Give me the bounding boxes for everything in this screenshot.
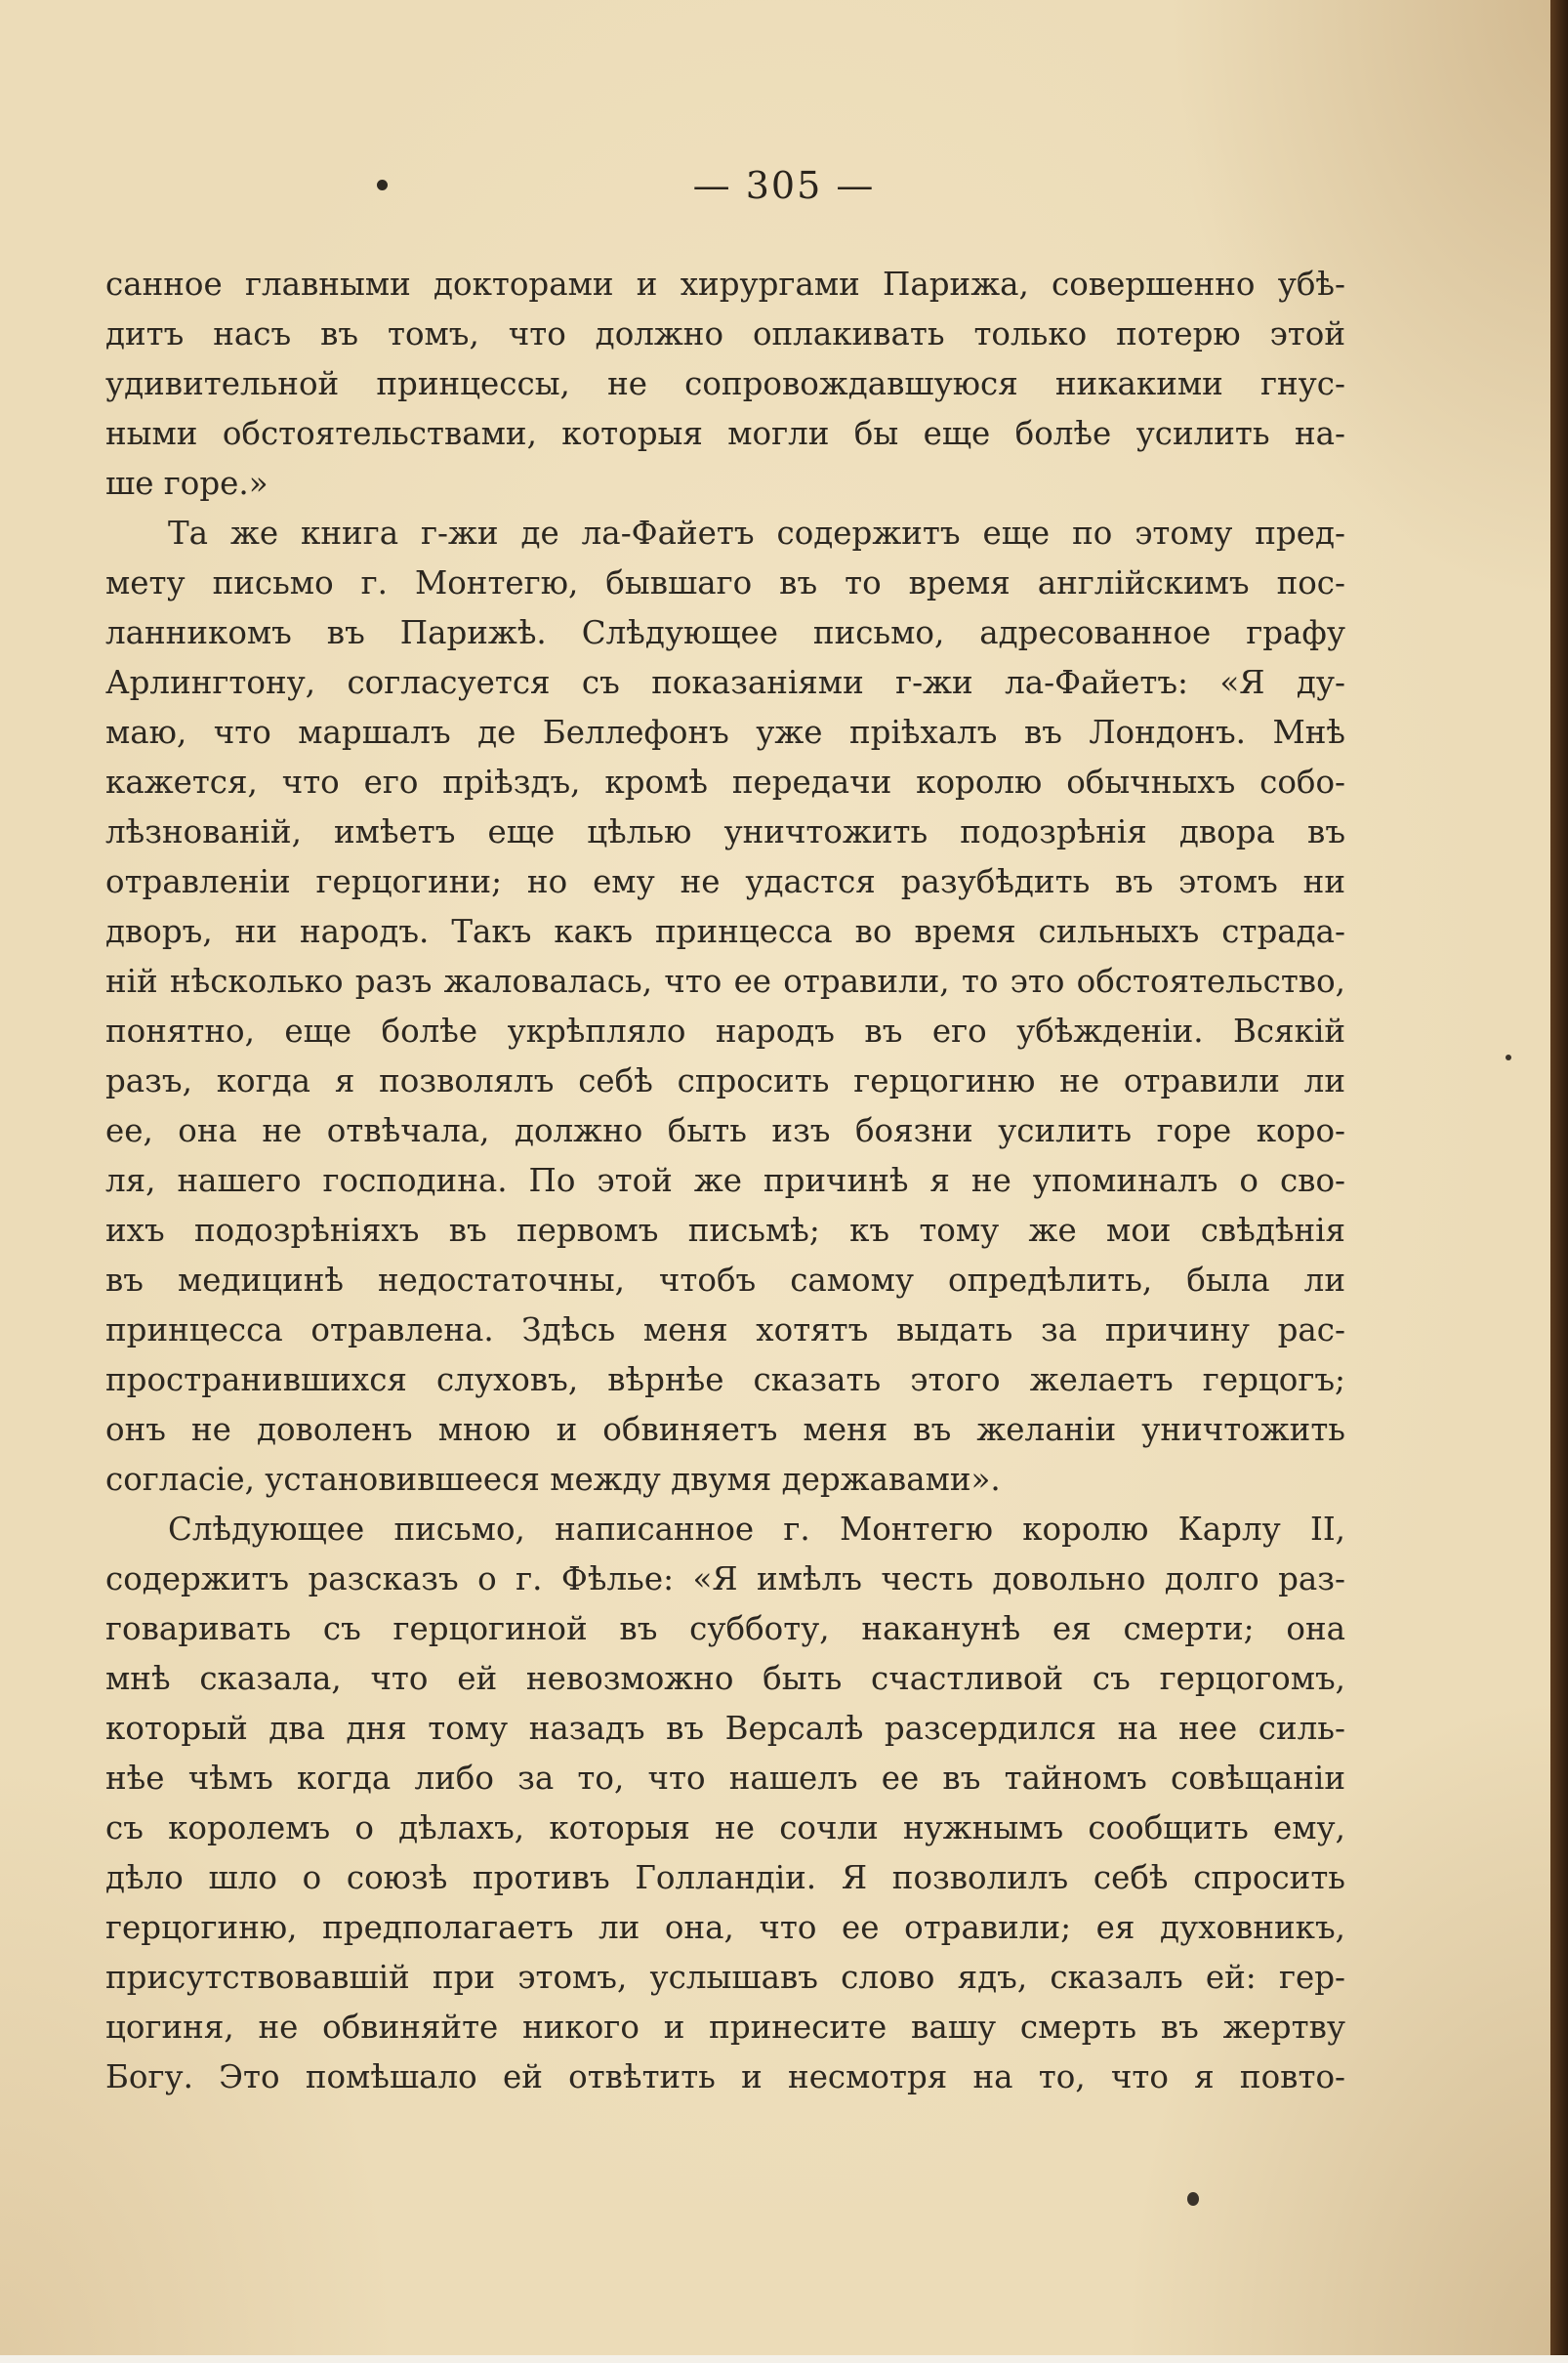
- text-line: ихъ подозрѣніяхъ въ первомъ письмѣ; къ тому же мои свѣдѣнія: [105, 1212, 1345, 1249]
- text-line: кажется, что его пріѣздъ, кромѣ передачи королю обычныхъ собо-: [105, 764, 1345, 801]
- text-line: который два дня тому назадъ въ Версалѣ разсердился на нее силь-: [105, 1710, 1345, 1747]
- text-line: съ королемъ о дѣлахъ, которыя не сочли нужнымъ сообщить ему,: [105, 1809, 1345, 1846]
- text-line: принцесса отравлена. Здѣсь меня хотятъ выдать за причину рас-: [105, 1311, 1345, 1348]
- text-line: маю, что маршалъ де Беллефонъ уже пріѣхалъ въ Лондонъ. Мнѣ: [105, 714, 1345, 751]
- text-line: понятно, еще болѣе укрѣпляло народъ въ его убѣжденіи. Всякій: [105, 1013, 1345, 1050]
- text-line: Слѣдующее письмо, написанное г. Монтегю королю Карлу II,: [168, 1511, 1345, 1548]
- ink-spot: [1187, 2192, 1199, 2206]
- text-line: въ медицинѣ недостаточны, чтобъ самому опредѣлить, была ли: [105, 1262, 1345, 1299]
- text-line: Богу. Это помѣшало ей отвѣтить и несмотря на то, что я повто-: [105, 2058, 1345, 2095]
- text-line: ланникомъ въ Парижѣ. Слѣдующее письмо, адресованное графу: [105, 614, 1345, 651]
- text-line: ній нѣсколько разъ жаловалась, что ее отравили, то это обстоятельство,: [105, 963, 1345, 1000]
- text-line: ше горе.»: [105, 465, 268, 502]
- text-line: дитъ насъ въ томъ, что должно оплакивать только потерю этой: [105, 315, 1345, 352]
- text-line: мету письмо г. Монтегю, бывшаго въ то время англійскимъ пос-: [105, 564, 1345, 601]
- text-line: ля, нашего господина. По этой же причинѣ я не упоминалъ о сво-: [105, 1162, 1345, 1199]
- body-text: [105, 260, 1345, 2102]
- text-line: Та же книга г-жи де ла-Файетъ содержитъ еще по этому пред-: [168, 515, 1345, 552]
- text-line: пространившихся слуховъ, вѣрнѣе сказать этого желаетъ герцогъ;: [105, 1361, 1345, 1398]
- text-line: санное главными докторами и хирургами Парижа, совершенно убѣ-: [105, 266, 1345, 303]
- text-line: мнѣ сказала, что ей невозможно быть счастливой съ герцогомъ,: [105, 1660, 1345, 1697]
- page-bottom-margin: [0, 2355, 1568, 2363]
- text-line: ее, она не отвѣчала, должно быть изъ боязни усилить горе коро-: [105, 1112, 1345, 1149]
- text-line: нѣе чѣмъ когда либо за то, что нашелъ ее въ тайномъ совѣщаніи: [105, 1760, 1345, 1797]
- text-line: Арлингтону, согласуется съ показаніями г-жи ла-Файетъ: «Я ду-: [105, 664, 1345, 701]
- text-line: ными обстоятельствами, которыя могли бы еще болѣе усилить на-: [105, 415, 1345, 452]
- text-line: присутствовавшій при этомъ, услышавъ слово ядъ, сказалъ ей: гер-: [105, 1959, 1345, 1996]
- text-line: удивительной принцессы, не сопровождавшуюся никакими гнус-: [105, 365, 1345, 402]
- text-line: говаривать съ герцогиной въ субботу, наканунѣ ея смерти; она: [105, 1610, 1345, 1647]
- ink-spot: [1506, 1055, 1511, 1060]
- text-line: согласіе, установившееся между двумя державами».: [105, 1461, 1001, 1498]
- text-line: цогиня, не обвиняйте никого и принесите вашу смерть въ жертву: [105, 2009, 1345, 2046]
- text-line: разъ, когда я позволялъ себѣ спросить герцогиню не отравили ли: [105, 1062, 1345, 1099]
- page-edge-shadow: [1550, 0, 1568, 2363]
- text-line: лѣзнованій, имѣетъ еще цѣлью уничтожить подозрѣнія двора въ: [105, 813, 1345, 850]
- text-line: дворъ, ни народъ. Такъ какъ принцесса во время сильныхъ страда-: [105, 913, 1345, 950]
- page-number: — 305 —: [692, 164, 876, 207]
- text-line: онъ не доволенъ мною и обвиняетъ меня въ желаніи уничтожить: [105, 1411, 1345, 1448]
- text-line: отравленіи герцогини; но ему не удастся разубѣдить въ этомъ ни: [105, 863, 1345, 900]
- text-line: содержитъ разсказъ о г. Фѣлье: «Я имѣлъ честь довольно долго раз-: [105, 1560, 1345, 1597]
- text-line: герцогиню, предполагаетъ ли она, что ее отравили; ея духовникъ,: [105, 1909, 1345, 1946]
- text-line: дѣло шло о союзѣ противъ Голландіи. Я позволилъ себѣ спросить: [105, 1859, 1345, 1896]
